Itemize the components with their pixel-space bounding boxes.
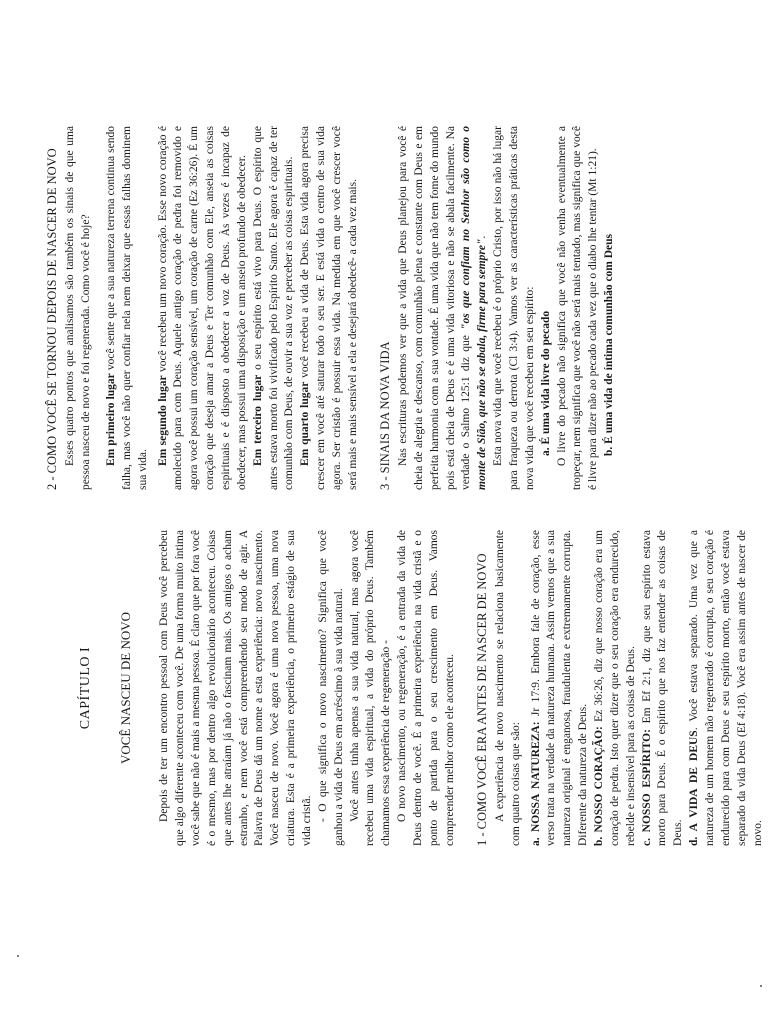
item-text: Em Ef 2:1, diz que seu espírito estava morto para Deus. É o espírito que nos faz entender as coisas de Deus. xyxy=(640,530,685,846)
characteristic-b: b. É uma vida de íntima comunhão com Deus xyxy=(603,233,616,456)
paragraph-lead: Em quarto lugar xyxy=(299,381,312,466)
scan-speck xyxy=(17,955,19,957)
first-point-paragraph xyxy=(104,126,152,490)
section-3-paragraph-3: O livre do pecado não significa que você não venha eventualmente a tropeçar, nem significa que você não será mais tentado, mas significa que você é livre para dizer não ao pecado cada vez que o diabo lhe tentar (Mt 1:21). xyxy=(555,126,600,490)
list-item-heart xyxy=(592,530,640,846)
paragraph-text: . xyxy=(476,235,489,239)
paragraph-lead: Em terceiro lugar xyxy=(251,374,264,466)
paragraph-text: você recebeu a vida de Deus. Esta vida agora precisa crescer em você até saturar todo o seu ser. E está vida o centro de sua vida agora. Ser cristão é possuir essa vida. Na medida em que você crescer você será mais e mais sensível a ela e desejará obedecê- a cada vez mais. xyxy=(299,125,359,490)
item-label: b. NOSSO CORAÇÃO: xyxy=(592,726,605,846)
left-page xyxy=(0,512,768,1024)
chapter-number: CAPÍTULO I xyxy=(78,646,93,730)
item-label: a. NOSSA NATUREZA: xyxy=(529,721,542,846)
spacer xyxy=(459,530,468,846)
characteristic-a: a. É uma vida livre do pecado xyxy=(539,310,552,456)
intro-paragraph-4: O novo nascimento, ou regeneração, é a entrada da vida de Deus dentro de você. É a primeira experiência na vida cristã e o ponto de partida para o seu crescimento em Deus. Vamos compreender melhor como ele aconteceu. xyxy=(396,530,456,846)
third-point-paragraph xyxy=(251,126,299,490)
item-text: Ez 36:26, diz que nosso coração era um coração de pedra. Isto quer dizer que o seu coração era endurecido, rebelde e insensível para as coisas de Deus. xyxy=(592,530,637,846)
item-text: Jr 17:9. Embora fale de coração, esse verso trata na verdade da natureza humana. Assim vemos que a sua natureza original é enganosa, fraudulenta e extremamente corrupta. Diferente da natureza de Deus. xyxy=(529,530,590,846)
section-3-heading: 3 - SINAIS DA NOVA VIDA xyxy=(377,341,392,490)
paragraph-text: Nas escrituras podemos ver que a vida que Deus planejou para você é cheia de alegria e descanso, com comunhão plena e constante com Deus e em perfeita harmonia com a sua vontade. É uma vida que não tem fome do mundo pois está cheia de Deus e é uma vida vitoriosa e não se abala facilmente. Na verdade o Salmo 125:1 diz que xyxy=(396,126,473,490)
section-3-paragraph-1 xyxy=(396,126,491,490)
item-label: c. NOSSO ESPÍRITO: xyxy=(640,729,653,846)
second-point-paragraph xyxy=(156,126,251,490)
section-3-paragraph-2: Esta nova vida que você recebeu é o próprio Cristo, por isso não há lugar para fraqueza ou derrota (Cl 3:4). Vamos ver as características práticas desta nova vida que você recebeu em seu espírito: xyxy=(492,126,536,490)
paragraph-lead: Em segundo lugar xyxy=(156,375,169,466)
section-1-intro: A experiência de novo nascimento se relaciona basicamente com quatro coisas que são: xyxy=(493,530,522,846)
fourth-point-paragraph xyxy=(298,126,361,490)
list-item-life xyxy=(687,530,766,846)
section-1-heading: 1 - COMO VOCÊ ERA ANTES DE NASCER DE NOVO xyxy=(474,553,489,846)
paragraph-text: o seu espírito está vivo para Deus. O espírito que antes estava morto foi vivificado pelo Espírito Santo. Ele agora é capaz de ter comunhão com Deus, de ouvir a sua voz e perceber as coisas espirituais. xyxy=(251,126,296,490)
spacer xyxy=(95,126,104,490)
chapter-title: VOCÊ NASCEU DE NOVO xyxy=(118,611,134,765)
spacer xyxy=(362,126,371,490)
scan-speck xyxy=(760,985,762,987)
item-label: d. A VIDA DE DEUS xyxy=(688,730,701,846)
intro-paragraph-2: - O que significa o novo nascimento? Significa que você ganhou a vida de Deus em acréscimo à sua vida natural. xyxy=(316,530,345,846)
psalm-quote: "os que confiam no Senhor são como o monte de Sião, que não se abala, firme para sempre" xyxy=(460,126,489,490)
intro-paragraph-3: Você antes tinha apenas a sua vida natural, mas agora você recebeu uma vida espiritual, a vida do próprio Deus. Também chamamos essa experiência de regeneração - xyxy=(348,530,393,846)
paragraph-text: você recebeu um novo coração. Esse novo coração é amolecido para com Deus. Aquele antigo coração de pedra foi removido e agora você possui um coração sensível, um coração de carne (Ez 36:26). É um coração que deseja amar a Deus e Ter comunhão com Ele, anseia as coisas espirituais e é disposto a obedecer a voz de Deus. Às vezes é incapaz de obedecer, mas possui uma disposição e um anseio profundo de obedecer. xyxy=(156,126,248,490)
paragraph-lead: Em primeiro lugar xyxy=(104,373,117,466)
list-item-nature xyxy=(529,530,592,846)
section-2-intro: Esses quatro pontos que analisamos são também os sinais de que uma pessoa nasceu de novo e foi regenerada. Como você é hoje? xyxy=(64,126,93,490)
intro-paragraph-1: Depois de ter um encontro pessoal com Deus você percebeu que algo diferente aconteceu com você. De uma forma muito íntima você sabe que não é mais a mesma pessoa. É claro que por fora você é o mesmo, mas por dentro algo revolucionário aconteceu. Coisas que antes lhe atraíam já não o fascinam mais. Os amigos o acham estranho, e nem você está compreendendo seu modo de agir. A Palavra de Deus dá um nome a esta experiência: novo nascimento. Você nasceu de novo. Você agora é uma nova pessoa, uma nova criatura. Esta é a primeira experiência, o primeiro estágio de sua vida cristã. xyxy=(158,530,313,846)
list-item-spirit xyxy=(640,530,688,846)
section-2-heading: 2 - COMO VOCÊ SE TORNOU DEPOIS DE NASCER DE NOVO xyxy=(45,148,59,490)
item-text: . Você estava separado. Uma vez que a natureza de um homem não regenerado é corrupta, o seu coração é endurecido para com Deus e seu espírito morto, então você estava separado da vida Deus (Ef 4:18). Você era assim antes de nascer de novo. xyxy=(688,530,764,846)
paragraph-text: você sente que a sua natureza terrena continua sendo falha, mas você não quer confiar nela nem deixar que essas falhas dominem sua vida. xyxy=(104,126,149,490)
